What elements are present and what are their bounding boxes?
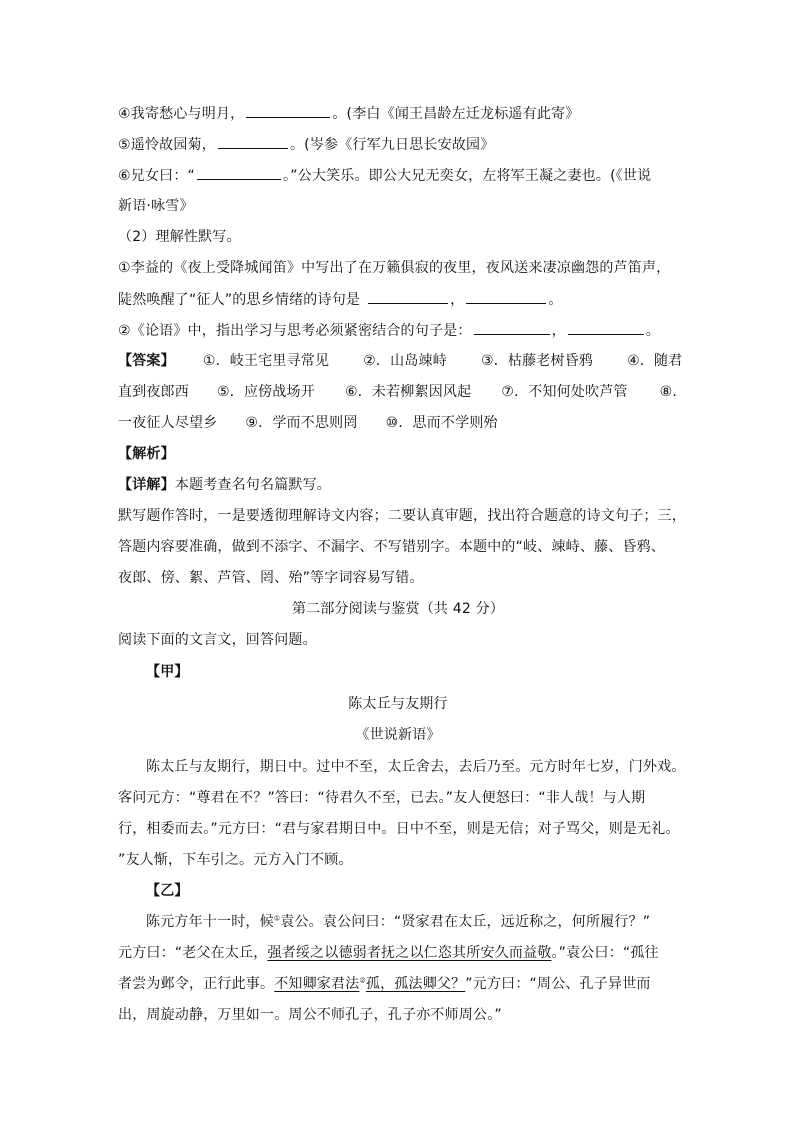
answer-blank (246, 103, 330, 118)
yi-label: 【乙】 (146, 883, 189, 899)
answer-blank (474, 320, 550, 335)
underlined-sentence: 孤，孤法卿父？ (365, 976, 466, 992)
q1-item4-text: ④我寄愁心与明月， (118, 106, 245, 122)
answer-item: ⑦．不知何处吹芦管 (501, 384, 628, 400)
yi-text: ”元方曰：“周公、孔子异世而 (465, 976, 651, 992)
answer-item: 一夜征人尽望乡 (118, 415, 218, 431)
q1-item5-source: 。(岑参《行军九日思长安故园》 (289, 137, 495, 153)
analysis-label: 【解析】 (118, 446, 175, 462)
passage-title: 陈太丘与友期行 (348, 696, 448, 712)
q2-item2-text: ②《论语》中，指出学习与思考必须紧密结合的句子是： (118, 323, 472, 339)
answer-item: ⑥．未若柳絮因风起 (344, 384, 472, 400)
detail-line (118, 475, 678, 495)
answer-item: 直到夜郎西 (118, 384, 189, 400)
q2-item1-line2 (118, 289, 678, 310)
q2-heading: （2）理解性默写。 (118, 229, 241, 245)
part2-instruction: 阅读下面的文言文，回答问题。 (118, 632, 317, 648)
jia-line-2: 客问元方：“尊君在不？”答曰：“待君久不至，已去。”友人便怒曰：“非人哉！与人期 (118, 790, 646, 806)
q1-item5 (118, 134, 678, 155)
yi-line-4: 出，周旋动静，万里如一。周公不师孔子，孔子亦不师周公。” (118, 1007, 502, 1023)
q1-item6-source: 。”公大笑乐。即公大兄无奕女，左将军王凝之妻也。(《世说 (283, 168, 652, 184)
q1-item4-source: 。(李白《闻王昌龄左迁龙标遥有此寄》 (332, 106, 580, 122)
period: 。 (645, 323, 660, 339)
yi-line-3 (118, 974, 678, 994)
answer-item: ⑩．思而不学则殆 (385, 415, 498, 431)
q1-item4 (118, 103, 678, 124)
answer-item: ⑤．应傍战场开 (217, 384, 315, 400)
q1-item6 (118, 165, 678, 186)
period: 。 (548, 292, 563, 308)
answer-item: ③．枯藤老树昏鸦 (480, 353, 594, 369)
answer-item: ②．山岛竦峙 (363, 353, 447, 369)
detail-label: 【详解】 (118, 477, 175, 493)
answer-line-2 (118, 382, 687, 402)
passage-source: 《世说新语》 (355, 727, 441, 743)
analysis-paragraph-3: 夜郎、傍、絮、芦管、罔、殆”等字词容易写错。 (118, 570, 424, 586)
q1-item6-text: ⑥兄女曰：“ (118, 168, 196, 184)
comma: ， (450, 292, 465, 308)
jia-line-3: 行，相委而去。”元方曰：“君与家君期日中。日中不至，则是无信；对子骂父，则是无礼。 (118, 821, 680, 837)
analysis-paragraph-2: 答题内容要准确，做到不添字、不漏字、不写错别字。本题中的“岐、竦峙、藤、昏鸦、 (118, 539, 666, 555)
yi-text: 袁公。袁公问曰：“贤家君在太丘，远近称之，何所履行？” (280, 914, 651, 930)
yi-text: 陈元方年十一时，候 (146, 914, 274, 930)
jia-line-1: 陈太丘与友期行，期日中。过中不至，太丘舍去，去后乃至。元方时年七岁，门外戏。 (146, 759, 686, 775)
answer-blank (368, 289, 448, 304)
answer-blank (466, 289, 546, 304)
answer-line-1 (118, 351, 683, 371)
jia-line-4: ”友人惭，下车引之。元方入门不顾。 (118, 852, 353, 868)
answer-blank (197, 165, 281, 180)
answer-line-3 (118, 413, 678, 433)
yi-line-2 (118, 943, 678, 963)
q2-item1-line1: ①李益的《夜上受降城闻笛》中写出了在万籁俱寂的夜里，夜风送来凄凉幽怨的芦笛声， (118, 260, 671, 276)
underlined-sentence: 不知卿家君法 (274, 976, 360, 992)
answer-blank (568, 320, 644, 335)
comma: ， (551, 323, 566, 339)
yi-text: 者尝为邺令，正行此事。 (118, 976, 275, 992)
footnote-marker: ① (273, 914, 281, 923)
answer-item: ⑨．学而不思则罔 (245, 415, 358, 431)
answer-item: ④．随君 (627, 353, 683, 369)
q2-item2 (118, 320, 678, 341)
answer-blank (218, 134, 288, 149)
analysis-paragraph-1: 默写题作答时，一是要透彻理解诗文内容；二要认真审题，找出符合题意的诗文句子；三， (118, 508, 686, 524)
q2-item1-text: 陡然唤醒了“征人”的思乡情绪的诗句是 (118, 292, 361, 308)
answer-label: 【答案】 (118, 353, 175, 369)
footnote-marker: ② (359, 976, 366, 985)
answer-item: ⑧． (659, 384, 687, 400)
part2-heading: 第二部分阅读与鉴赏（共 42 分） (291, 601, 505, 617)
yi-line-1 (146, 912, 678, 932)
jia-label: 【甲】 (146, 664, 189, 680)
yi-text: 。”袁公曰：“孤往 (551, 945, 659, 961)
detail-text: 本题考查名句名篇默写。 (174, 477, 332, 493)
q1-item5-text: ⑤遥怜故园菊， (118, 137, 216, 153)
underlined-sentence: 强者绥之以德弱者抚之以仁恣其所安久而益敬 (267, 945, 552, 961)
yi-text: 元方曰：“老父在太丘， (118, 945, 268, 961)
q1-item6-cont: 新语·咏雪》 (118, 198, 194, 214)
answer-item: ①．岐王宅里寻常见 (202, 353, 330, 369)
